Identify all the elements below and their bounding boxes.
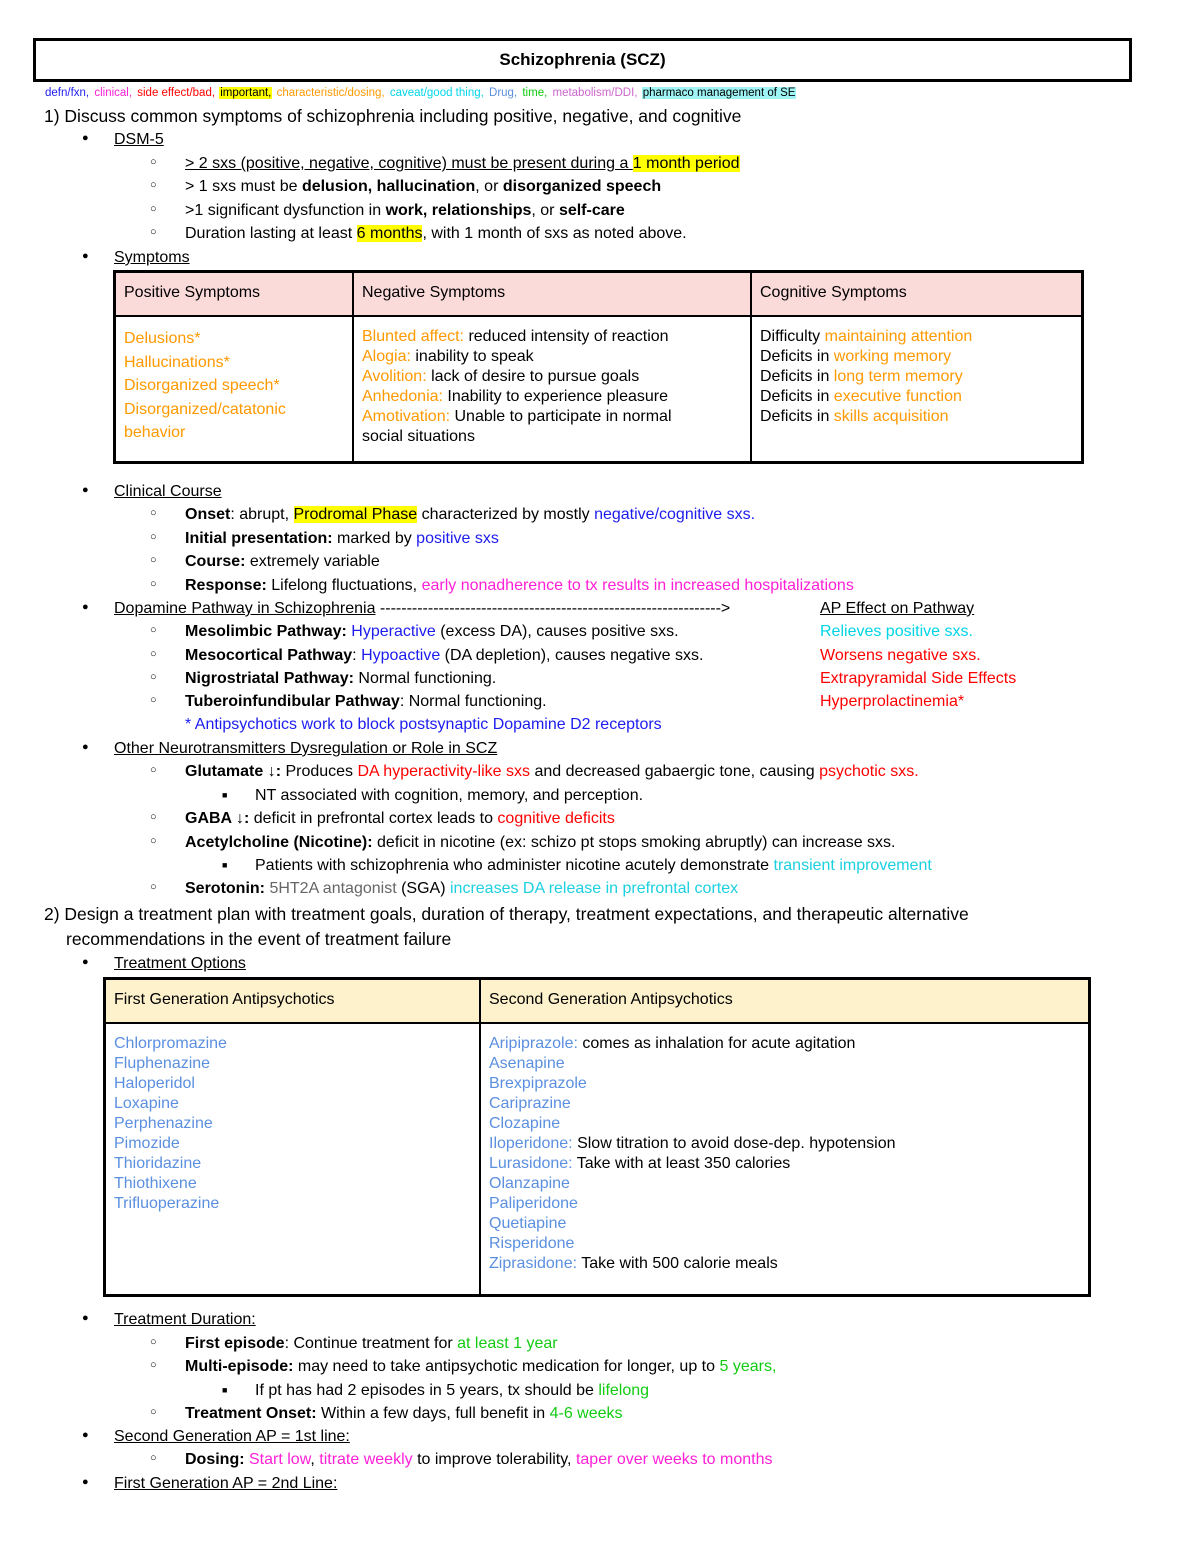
legend-defn: defn/fxn, bbox=[45, 87, 90, 99]
list-item: Lurasidone: Take with at least 350 calories bbox=[489, 1155, 791, 1172]
mesocortical-line: Mesocortical Pathway: Hypoactive (DA depletion), causes negative sxs. bbox=[185, 647, 704, 664]
list-item: Deficits in working memory bbox=[760, 348, 952, 365]
bullet-circle: ○ bbox=[150, 531, 157, 543]
list-item: Anhedonia: Inability to experience pleasure bbox=[362, 388, 668, 405]
bullet-dot: ● bbox=[82, 1312, 89, 1324]
list-item: Iloperidone: Slow titration to avoid dose-dep. hypotension bbox=[489, 1135, 896, 1152]
list-item: Thioridazine bbox=[114, 1155, 202, 1172]
legend-characteristic: characteristic/dosing, bbox=[276, 87, 385, 99]
bullet-dot: ● bbox=[82, 1476, 89, 1488]
list-item: Deficits in long term memory bbox=[760, 368, 963, 385]
bullet-circle: ○ bbox=[150, 835, 157, 847]
list-item: Perphenazine bbox=[114, 1115, 213, 1132]
bullet-circle: ○ bbox=[150, 694, 157, 706]
legend-time: time, bbox=[522, 87, 548, 99]
mesolimbic-effect: Relieves positive sxs. bbox=[820, 623, 973, 640]
bullet-circle: ○ bbox=[150, 554, 157, 566]
bullet-circle: ○ bbox=[150, 1452, 157, 1464]
clinical-course-label: Clinical Course bbox=[114, 483, 222, 500]
list-item: Ziprasidone: Take with 500 calorie meals bbox=[489, 1255, 778, 1272]
treatment-duration-label: Treatment Duration: bbox=[114, 1311, 256, 1328]
treatment-onset-line: Treatment Onset: Within a few days, full benefit in 4-6 weeks bbox=[185, 1405, 623, 1422]
sga-first-line-label: Second Generation AP = 1st line: bbox=[114, 1428, 350, 1445]
list-item: Difficulty maintaining attention bbox=[760, 328, 973, 345]
list-item: Amotivation: Unable to participate in normal bbox=[362, 408, 672, 425]
serotonin-line: Serotonin: 5HT2A antagonist (SGA) increases DA release in prefrontal cortex bbox=[185, 880, 739, 897]
bullet-circle: ○ bbox=[150, 578, 157, 590]
list-item: Clozapine bbox=[489, 1115, 561, 1132]
symptoms-label: Symptoms bbox=[114, 249, 190, 266]
bullet-circle: ○ bbox=[150, 1336, 157, 1348]
response-line: Response: Lifelong fluctuations, early nonadherence to tx results in increased hospitalizations bbox=[185, 577, 854, 594]
list-item: Trifluoperazine bbox=[114, 1195, 220, 1212]
list-item: Brexpiprazole bbox=[489, 1075, 587, 1092]
bullet-dot: ● bbox=[82, 250, 89, 262]
bullet-circle: ○ bbox=[150, 648, 157, 660]
list-item: social situations bbox=[362, 428, 475, 445]
dsm-criterion-4: Duration lasting at least 6 months, with 1 month of sxs as noted above. bbox=[185, 225, 687, 242]
mesolimbic-line: Mesolimbic Pathway: Hyperactive (excess DA), causes positive sxs. bbox=[185, 623, 679, 640]
bullet-dot: ● bbox=[82, 741, 89, 753]
list-item: Olanzapine bbox=[489, 1175, 570, 1192]
tuberoinfundibular-effect: Hyperprolactinemia* bbox=[820, 693, 965, 710]
acetylcholine-subpoint: Patients with schizophrenia who administer nicotine acutely demonstrate transient improvement bbox=[255, 857, 932, 874]
question-2-heading: 2) Design a treatment plan with treatment goals, duration of therapy, treatment expectations, and therapeutic alternative bbox=[44, 904, 969, 924]
question-1-heading: 1) Discuss common symptoms of schizophrenia including positive, negative, and cognitive bbox=[44, 106, 742, 126]
cognitive-symptoms-header: Cognitive Symptoms bbox=[751, 272, 1083, 317]
treatment-table bbox=[103, 977, 1091, 1297]
bullet-circle: ○ bbox=[150, 811, 157, 823]
bullet-square: ■ bbox=[222, 1385, 228, 1395]
gaba-line: GABA ↓: deficit in prefrontal cortex leads to cognitive deficits bbox=[185, 810, 615, 827]
dsm-criterion-1: > 2 sxs (positive, negative, cognitive) must be present during a 1 month period bbox=[185, 155, 740, 172]
onset-line: Onset: abrupt, Prodromal Phase characterized by mostly negative/cognitive sxs. bbox=[185, 506, 756, 523]
bullet-square: ■ bbox=[222, 860, 228, 870]
other-nt-label: Other Neurotransmitters Dysregulation or Role in SCZ bbox=[114, 740, 498, 757]
dsm-criterion-3: >1 significant dysfunction in work, relationships, or self-care bbox=[185, 202, 625, 219]
first-gen-header: First Generation Antipsychotics bbox=[105, 979, 481, 1024]
color-legend bbox=[44, 87, 796, 99]
legend-clinical: clinical, bbox=[94, 87, 133, 99]
bullet-square: ■ bbox=[222, 790, 228, 800]
symptoms-table bbox=[113, 270, 1084, 464]
list-item: behavior bbox=[124, 424, 186, 441]
nigrostriatal-effect: Extrapyramidal Side Effects bbox=[820, 670, 1017, 687]
bullet-circle: ○ bbox=[150, 226, 157, 238]
list-item: Avolition: lack of desire to pursue goals bbox=[362, 368, 640, 385]
legend-important: important, bbox=[220, 87, 272, 99]
bullet-circle: ○ bbox=[150, 764, 157, 776]
legend-pharmaco: pharmaco management of SE bbox=[642, 87, 796, 99]
bullet-circle: ○ bbox=[150, 1359, 157, 1371]
glutamate-line: Glutamate ↓: Produces DA hyperactivity-like sxs and decreased gabaergic tone, causing psychotic sxs. bbox=[185, 763, 919, 780]
question-2-heading-cont: recommendations in the event of treatment failure bbox=[66, 929, 452, 949]
list-item: Deficits in executive function bbox=[760, 388, 962, 405]
list-item: Delusions* bbox=[124, 330, 201, 347]
multi-episode-line: Multi-episode: may need to take antipsychotic medication for longer, up to 5 years, bbox=[185, 1358, 777, 1375]
initial-presentation-line: Initial presentation: marked by positive sxs bbox=[185, 530, 499, 547]
list-item: Hallucinations* bbox=[124, 353, 230, 371]
legend-metabolism: metabolism/DDI, bbox=[552, 87, 638, 99]
bullet-circle: ○ bbox=[150, 156, 157, 168]
second-gen-header: Second Generation Antipsychotics bbox=[480, 979, 1090, 1024]
page-title: Schizophrenia (SCZ) bbox=[33, 38, 1132, 82]
list-item: Cariprazine bbox=[489, 1095, 571, 1112]
dsm-criterion-2: > 1 sxs must be delusion, hallucination, or disorganized speech bbox=[185, 178, 662, 195]
nigrostriatal-line: Nigrostriatal Pathway: Normal functioning. bbox=[185, 670, 497, 687]
list-item: Chlorpromazine bbox=[114, 1035, 227, 1052]
bullet-circle: ○ bbox=[150, 1406, 157, 1418]
treatment-options-label: Treatment Options bbox=[114, 955, 246, 972]
bullet-dot: ● bbox=[82, 1429, 89, 1441]
list-item: Pimozide bbox=[114, 1135, 180, 1152]
fga-second-line-label: First Generation AP = 2nd Line: bbox=[114, 1475, 338, 1492]
list-item: Risperidone bbox=[489, 1235, 575, 1252]
bullet-dot: ● bbox=[82, 484, 89, 496]
mesocortical-effect: Worsens negative sxs. bbox=[820, 647, 981, 664]
list-item: Haloperidol bbox=[114, 1075, 195, 1092]
course-line: Course: extremely variable bbox=[185, 553, 380, 570]
list-item: Disorganized/catatonic bbox=[124, 400, 286, 418]
bullet-circle: ○ bbox=[150, 179, 157, 191]
bullet-circle: ○ bbox=[150, 203, 157, 215]
list-item: Paliperidone bbox=[489, 1195, 578, 1212]
list-item: Asenapine bbox=[489, 1055, 565, 1072]
multi-episode-subpoint: If pt has had 2 episodes in 5 years, tx should be lifelong bbox=[255, 1382, 650, 1399]
negative-symptoms-header: Negative Symptoms bbox=[353, 272, 751, 317]
glutamate-subpoint: NT associated with cognition, memory, and perception. bbox=[255, 787, 644, 804]
positive-symptoms-header: Positive Symptoms bbox=[115, 272, 354, 317]
dopamine-pathway-label: Dopamine Pathway in Schizophrenia ----------------------------------------------------------------> bbox=[114, 600, 731, 617]
list-item: Aripiprazole: comes as inhalation for acute agitation bbox=[489, 1035, 856, 1052]
list-item: Deficits in skills acquisition bbox=[760, 408, 949, 425]
bullet-dot: ● bbox=[82, 601, 89, 613]
acetylcholine-line: Acetylcholine (Nicotine): deficit in nicotine (ex: schizo pt stops smoking abruptly) can increase sxs. bbox=[185, 834, 896, 851]
sga-dosing-line: Dosing: Start low, titrate weekly to improve tolerability, taper over weeks to months bbox=[185, 1451, 773, 1468]
dsm5-label: DSM-5 bbox=[114, 131, 164, 148]
list-item: Disorganized speech* bbox=[124, 377, 280, 394]
first-episode-line: First episode: Continue treatment for at least 1 year bbox=[185, 1335, 558, 1352]
bullet-circle: ○ bbox=[150, 624, 157, 636]
positive-symptoms-cell bbox=[115, 316, 354, 463]
bullet-circle: ○ bbox=[150, 671, 157, 683]
list-item: Fluphenazine bbox=[114, 1055, 211, 1072]
list-item: Alogia: inability to speak bbox=[362, 348, 534, 365]
antipsychotic-note: * Antipsychotics work to block postsynaptic Dopamine D2 receptors bbox=[185, 716, 662, 733]
bullet-circle: ○ bbox=[150, 881, 157, 893]
list-item: Loxapine bbox=[114, 1095, 179, 1112]
list-item: Quetiapine bbox=[489, 1215, 567, 1232]
list-item: Thiothixene bbox=[114, 1175, 197, 1192]
cognitive-symptoms-cell bbox=[751, 316, 1083, 463]
legend-drug: Drug, bbox=[489, 87, 518, 99]
ap-effect-label: AP Effect on Pathway bbox=[820, 600, 975, 617]
tuberoinfundibular-line: Tuberoinfundibular Pathway: Normal functioning. bbox=[185, 693, 547, 710]
second-gen-cell bbox=[480, 1023, 1090, 1296]
bullet-dot: ● bbox=[82, 132, 89, 144]
legend-side-effect: side effect/bad, bbox=[137, 87, 216, 99]
negative-symptoms-cell bbox=[353, 316, 751, 463]
bullet-dot: ● bbox=[82, 956, 89, 968]
legend-caveat: caveat/good thing, bbox=[389, 87, 484, 99]
first-gen-cell bbox=[105, 1023, 481, 1296]
list-item: Blunted affect: reduced intensity of reaction bbox=[362, 328, 669, 345]
bullet-circle: ○ bbox=[150, 507, 157, 519]
